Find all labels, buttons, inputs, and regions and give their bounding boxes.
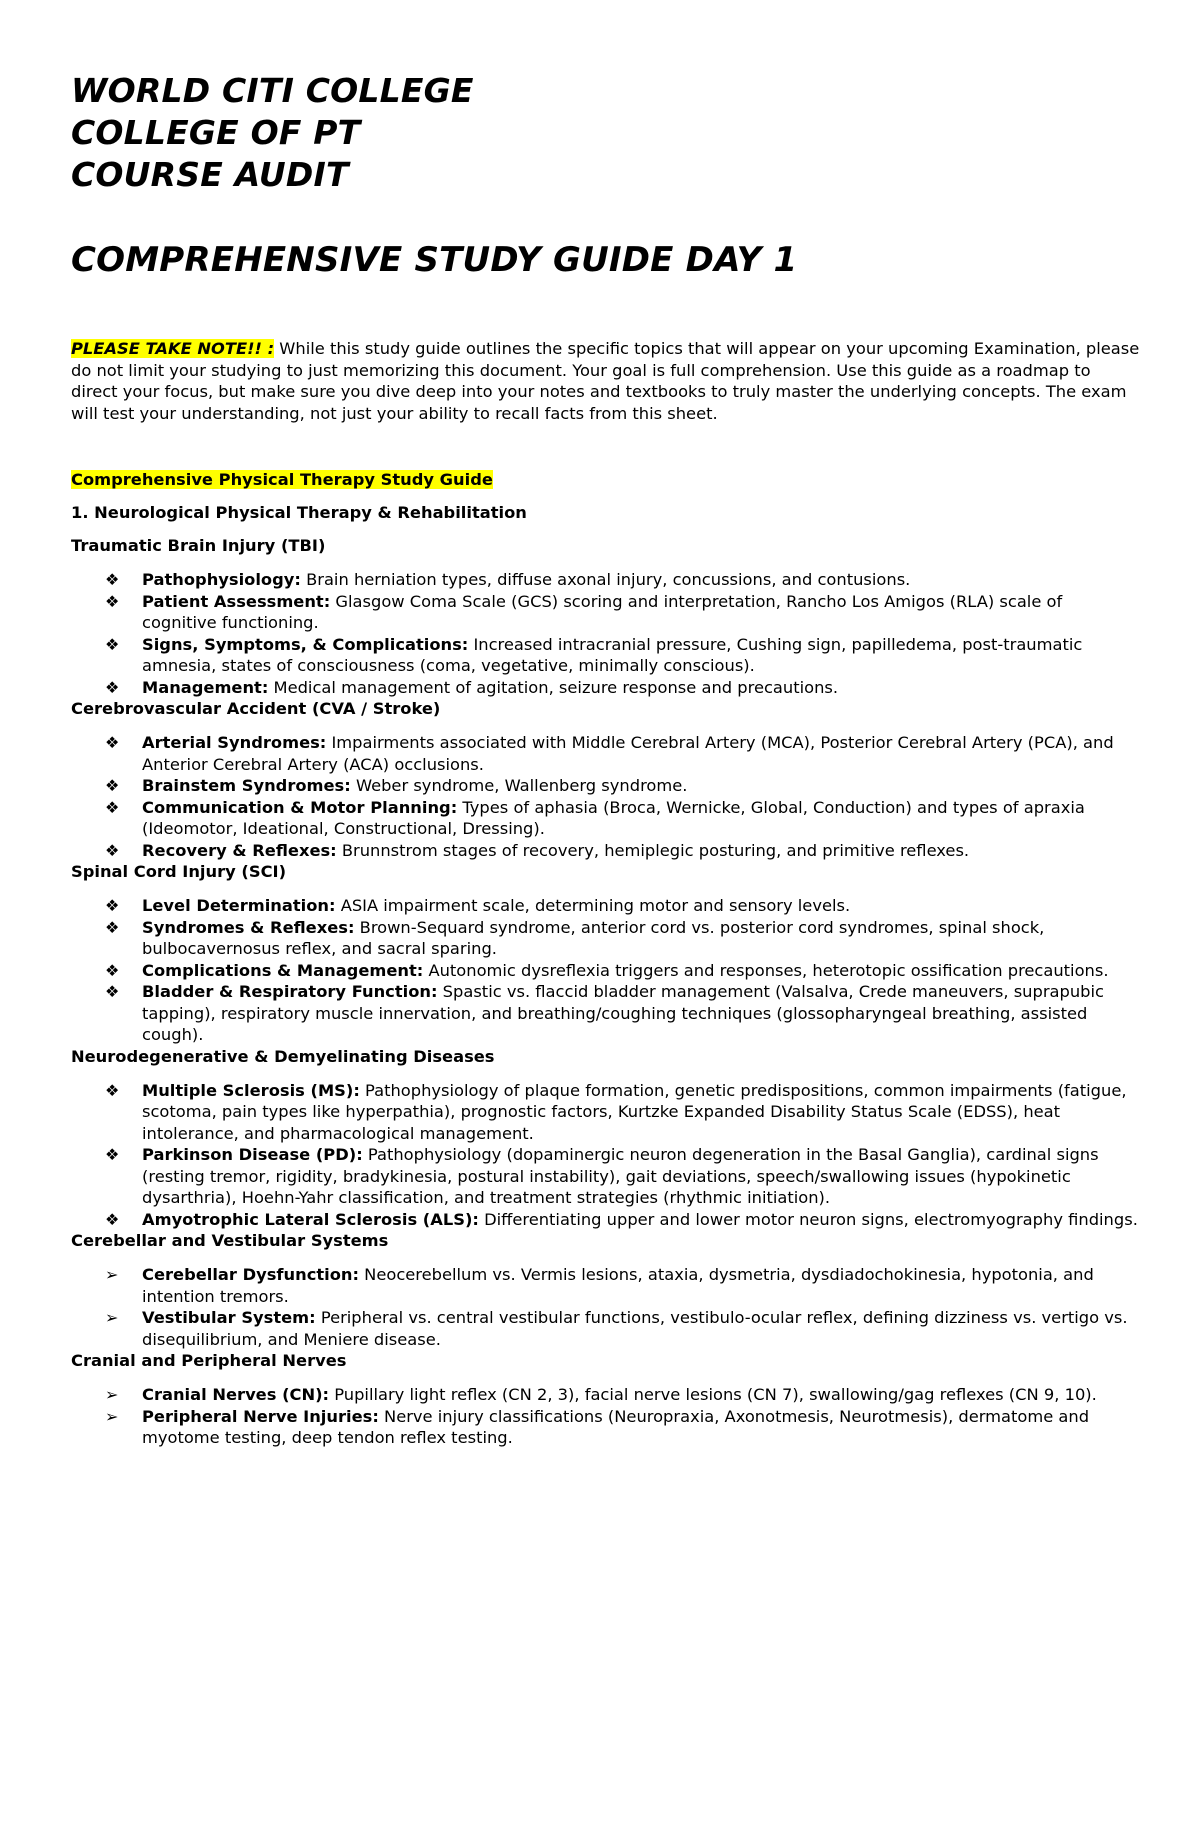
- item-label: Syndromes & Reflexes:: [142, 917, 355, 937]
- item-text: Brunnstrom stages of recovery, hemiplegic posturing, and primitive reflexes.: [336, 840, 970, 860]
- course-audit-title: COURSE AUDIT: [71, 155, 349, 194]
- subsection-title-cranial-peripheral: Cranial and Peripheral Nerves: [71, 1351, 347, 1370]
- item-label: Multiple Sclerosis (MS):: [142, 1080, 360, 1100]
- diamond-bullet-icon: ❖: [105, 591, 120, 611]
- item-label: Management:: [142, 677, 269, 697]
- item-label: Arterial Syndromes:: [142, 733, 327, 752]
- item-label: Pathophysiology:: [142, 570, 301, 589]
- subsection-title-neurodegenerative: Neurodegenerative & Demyelinating Diseases: [71, 1046, 495, 1066]
- item-text: Brain herniation types, diffuse axonal injury, concussions, and contusions.: [300, 570, 911, 589]
- item-label: Bladder & Respiratory Function:: [142, 982, 438, 1001]
- cva-list: [71, 732, 1141, 861]
- list-item: [71, 1264, 1141, 1307]
- diamond-bullet-icon: ❖: [105, 982, 120, 1001]
- item-text: ASIA impairment scale, determining motor and sensory levels.: [335, 896, 851, 915]
- subsection-title-tbi: Traumatic Brain Injury (TBI): [71, 536, 326, 555]
- main-heading: [71, 469, 1141, 491]
- list-item: [71, 677, 1141, 699]
- list-item: [71, 895, 1141, 917]
- diamond-bullet-icon: ❖: [105, 896, 120, 915]
- diamond-bullet-icon: ❖: [105, 917, 120, 937]
- list-item: [71, 1080, 1141, 1145]
- diamond-bullet-icon: ❖: [105, 570, 120, 589]
- item-text: Neocerebellum vs. Vermis lesions, ataxia, dysmetria, dysdiadochokinesia, hypotonia, and intention tremors.: [142, 1265, 1094, 1306]
- list-item: [71, 797, 1141, 840]
- item-label: Communication & Motor Planning:: [142, 797, 458, 817]
- cranial-peripheral-list: [71, 1384, 1141, 1449]
- list-item: [71, 960, 1141, 982]
- list-item: [71, 775, 1141, 797]
- item-text: Medical management of agitation, seizure response and precautions.: [268, 677, 839, 697]
- list-item: [71, 1406, 1141, 1449]
- list-item: [71, 732, 1141, 775]
- neurodegenerative-list: [71, 1080, 1141, 1231]
- item-label: Level Determination:: [142, 896, 336, 915]
- subsection-title-cerebellar-vestibular: Cerebellar and Vestibular Systems: [71, 1231, 389, 1250]
- tbi-list: [71, 569, 1141, 698]
- item-text: Spastic vs. flaccid bladder management (Valsalva, Crede maneuvers, suprapubic tapping), respiratory muscle innervation, and breathing/coughing techniques (glossopharyngeal breathing, assisted cough).: [142, 982, 1104, 1044]
- item-text: Pathophysiology of plaque formation, genetic predispositions, common impairments (fatigue, scotoma, pain types like hyperpathia), prognostic factors, Kurtzke Expanded Disability Status Scale (EDSS), heat intolerance, and pharmacological management.: [142, 1080, 1127, 1143]
- item-label: Amyotrophic Lateral Sclerosis (ALS):: [142, 1209, 479, 1229]
- diamond-bullet-icon: ❖: [105, 733, 120, 752]
- item-label: Signs, Symptoms, & Complications:: [142, 634, 469, 654]
- item-text: Brown-Sequard syndrome, anterior cord vs. posterior cord syndromes, spinal shock, bulbocavernosus reflex, and sacral sparing.: [142, 917, 1045, 958]
- list-item: [71, 634, 1141, 677]
- item-label: Complications & Management:: [142, 960, 424, 980]
- item-label: Parkinson Disease (PD):: [142, 1145, 363, 1164]
- take-note-label: PLEASE TAKE NOTE!! :: [71, 339, 275, 358]
- list-item: [71, 917, 1141, 960]
- list-item: [71, 840, 1141, 862]
- arrow-bullet-icon: ➢: [105, 1385, 119, 1404]
- item-label: Brainstem Syndromes:: [142, 776, 351, 795]
- item-text: Impairments associated with Middle Cerebral Artery (MCA), Posterior Cerebral Artery (PCA), and Anterior Cerebral Artery (ACA) occlusions.: [142, 733, 1114, 774]
- item-text: Pupillary light reflex (CN 2, 3), facial nerve lesions (CN 7), swallowing/gag reflexes (CN 9, 10).: [329, 1385, 1097, 1404]
- take-note-paragraph: [71, 338, 1141, 424]
- item-text: Increased intracranial pressure, Cushing sign, papilledema, post-traumatic amnesia, states of consciousness (coma, vegetative, minimally conscious).: [142, 634, 1083, 675]
- item-label: Peripheral Nerve Injuries:: [142, 1406, 379, 1426]
- arrow-bullet-icon: ➢: [105, 1308, 119, 1327]
- diamond-bullet-icon: ❖: [105, 1145, 120, 1164]
- section-heading: 1. Neurological Physical Therapy & Rehabilitation: [71, 503, 527, 522]
- main-heading-text: Comprehensive Physical Therapy Study Guide: [71, 470, 493, 489]
- list-item: [71, 1209, 1141, 1231]
- list-item: [71, 1307, 1141, 1350]
- list-item: [71, 1144, 1141, 1209]
- diamond-bullet-icon: ❖: [105, 797, 120, 817]
- take-note-text: While this study guide outlines the specific topics that will appear on your upcoming Examination, please do not limit your studying to just memorizing this document. Your goal is full comprehension. Use this guide as a roadmap to direct your focus, but make sure you dive deep into your notes and textbooks to truly master the underlying concepts. The exam will test your understanding, not just your ability to recall facts from this sheet.: [71, 339, 1140, 423]
- list-item: [71, 569, 1141, 591]
- diamond-bullet-icon: ❖: [105, 776, 120, 795]
- item-text: Nerve injury classifications (Neuropraxia, Axonotmesis, Neurotmesis), dermatome and myotome testing, deep tendon reflex testing.: [142, 1406, 1090, 1447]
- diamond-bullet-icon: ❖: [105, 677, 120, 697]
- item-label: Vestibular System:: [142, 1308, 316, 1327]
- item-text: Glasgow Coma Scale (GCS) scoring and interpretation, Rancho Los Amigos (RLA) scale of cognitive functioning.: [142, 591, 1063, 632]
- document-page: [71, 70, 1141, 1449]
- list-item: [71, 591, 1141, 634]
- study-guide-title: COMPREHENSIVE STUDY GUIDE DAY 1: [71, 240, 798, 280]
- list-item: [71, 1384, 1141, 1406]
- item-label: Recovery & Reflexes:: [142, 840, 337, 860]
- diamond-bullet-icon: ❖: [105, 1080, 120, 1100]
- arrow-bullet-icon: ➢: [105, 1265, 119, 1284]
- item-label: Cranial Nerves (CN):: [142, 1385, 330, 1404]
- item-text: Types of aphasia (Broca, Wernicke, Global, Conduction) and types of apraxia (Ideomotor, Ideational, Constructional, Dressing).: [142, 797, 1085, 838]
- item-text: Peripheral vs. central vestibular functions, vestibulo-ocular reflex, defining dizziness vs. vertigo vs. disequilibrium, and Meniere disease.: [142, 1308, 1128, 1349]
- list-item: [71, 981, 1141, 1046]
- diamond-bullet-icon: ❖: [105, 634, 120, 654]
- arrow-bullet-icon: ➢: [105, 1406, 119, 1426]
- item-label: Patient Assessment:: [142, 591, 331, 611]
- cerebellar-vestibular-list: [71, 1264, 1141, 1350]
- subsection-title-cva: Cerebrovascular Accident (CVA / Stroke): [71, 699, 441, 718]
- college-department: COLLEGE OF PT: [71, 113, 361, 152]
- item-text: Pathophysiology (dopaminergic neuron degeneration in the Basal Ganglia), cardinal signs (resting tremor, rigidity, bradykinesia, postural instability), gait deviations, speech/swallowing issues (hypokinetic dysarthria), Hoehn-Yahr classification, and treatment strategies (rhythmic initiation).: [142, 1145, 1099, 1207]
- college-name: WORLD CITI COLLEGE: [71, 71, 474, 110]
- diamond-bullet-icon: ❖: [105, 1209, 120, 1229]
- item-text: Autonomic dysreflexia triggers and responses, heterotopic ossification precautions.: [423, 960, 1109, 980]
- item-text: Differentiating upper and lower motor neuron signs, electromyography findings.: [478, 1209, 1138, 1229]
- sci-list: [71, 895, 1141, 1046]
- item-label: Cerebellar Dysfunction:: [142, 1265, 359, 1284]
- subsection-title-sci: Spinal Cord Injury (SCI): [71, 862, 287, 881]
- diamond-bullet-icon: ❖: [105, 960, 120, 980]
- diamond-bullet-icon: ❖: [105, 840, 120, 860]
- item-text: Weber syndrome, Wallenberg syndrome.: [350, 776, 688, 795]
